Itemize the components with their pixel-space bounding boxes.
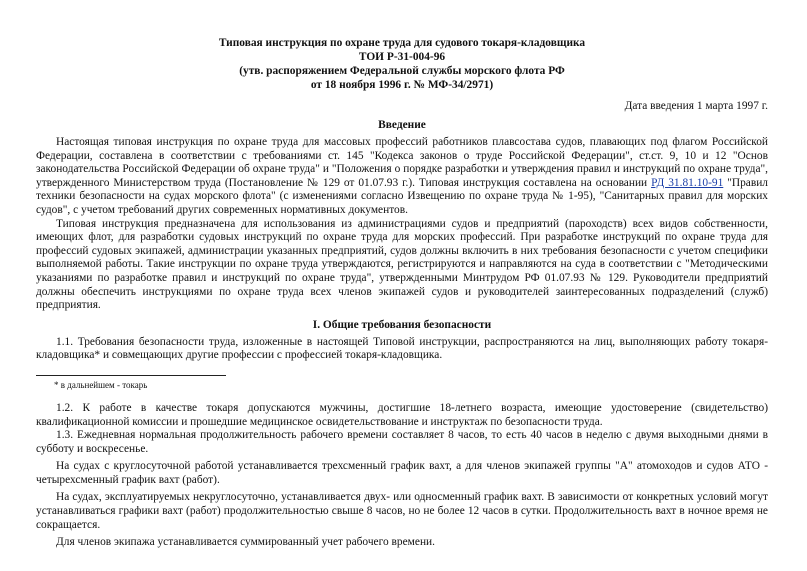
document-code: ТОИ Р-31-004-96 [358, 51, 446, 63]
clause-1-3-watch-schedule: На судах с круглосуточной работой устанавливается трехсменный график вахт, а для членов экипажей группы "А" атомоходов и судов АТО - четырехсменный график вахт (работ). [36, 460, 768, 486]
intro-paragraph-1-text-b: "Правил техники безопасности на судах морского флота" (с изменениями согласно Извещению по охране труда № 1-95), "Санитарных правил для морских судов", с учетом требований других современных нормативных документов. [36, 176, 768, 216]
footnote: * в дальнейшем - токарь [54, 379, 148, 390]
section-1-heading: I. Общие требования безопасности [312, 318, 492, 331]
approval-date-line: от 18 ноября 1996 г. № МФ-34/2971) [310, 79, 494, 91]
intro-date: Дата введения 1 марта 1997 г. [624, 100, 768, 112]
approval-line: (утв. распоряжением Федеральной службы морского флота РФ [239, 65, 565, 77]
rd-document-link[interactable]: РД 31.81.10-91 [651, 176, 724, 189]
intro-heading: Введение [378, 119, 426, 131]
clause-1-2: 1.2. К работе в качестве токаря допускаются мужчины, достигшие 18-летнего возраста, имеющие удостоверение (свидетельство) квалификационной комиссии и прошедшие медицинское освидетельствование и инструктаж по безопасности труда. [36, 401, 768, 428]
clause-1-3-summary-accounting: Для членов экипажа устанавливается суммированный учет рабочего времени. [56, 536, 435, 549]
intro-paragraph-1 [36, 136, 768, 218]
intro-paragraph-2: Типовая инструкция предназначена для использования из администрациями судов и предприятий (пароходств) всех видов собственности, имеющих флот, для разработки судовых инструкций по охране труда для морских профессий. При разработке инструкций по охране труда для профессий судовых экипажей, администрации указанных предприятий, судов должны включить в них требования безопасности с учетом специфики выполняемой работы. Такие инструкции по охране труда утверждаются, регистрируются и направляются на суда в соответствии с "Методическими указаниями по разработке правил и инструкций по охране труда", утвержденными Минтрудом РФ 01.07.93 № 129. Руководители предприятий должны обеспечить инструкциями по охране труда всех членов экипажей судов и руководителей заинтересованных подразделений (служб) предприятия. [36, 217, 768, 312]
document-title: Типовая инструкция по охране труда для судового токаря-кладовщика [218, 37, 586, 49]
clause-1-3: 1.3. Ежедневная нормальная продолжительность рабочего времени составляет 8 часов, то есть 40 часов в неделю с двумя выходными днями в субботу и воскресенье. [36, 429, 768, 455]
clause-1-1: 1.1. Требования безопасности труда, изложенные в настоящей Типовой инструкции, распространяются на лиц, выполняющих работу токаря-кладовщика* и совмещающих другие профессии с профессией токаря-кладовщика. [36, 335, 768, 362]
footnote-divider [36, 375, 226, 376]
document-page [36, 36, 768, 550]
clause-1-3-non-continuous: На судах, эксплуатируемых некруглосуточно, устанавливается двух- или односменный график вахт. В зависимости от конкретных условий могут устанавливаться графики вахт (работ) продолжительностью свыше 8 часов, но не более 12 часов в сутки. Продолжительность вахт в ночное время не сокращается. [36, 491, 768, 531]
intro-paragraph-1-text-a: Настоящая типовая инструкция по охране труда для массовых профессий работников плавсостава судов, плавающих под флагом Российской Федерации, составлена в соответствии с требованиями ст. 145 "Кодекса законов о труде Российской Федерации", ст.ст. 9, 10 и 12 "Основ законодательства Российской Федерации об охране труда" и "Положения о порядке разработки и утверждения правил и инструкций по охране труда", утвержденного Министерством труда (Постановление № 129 от 01.07.93 г.). Типовая инструкция составлена на основании [36, 136, 768, 189]
